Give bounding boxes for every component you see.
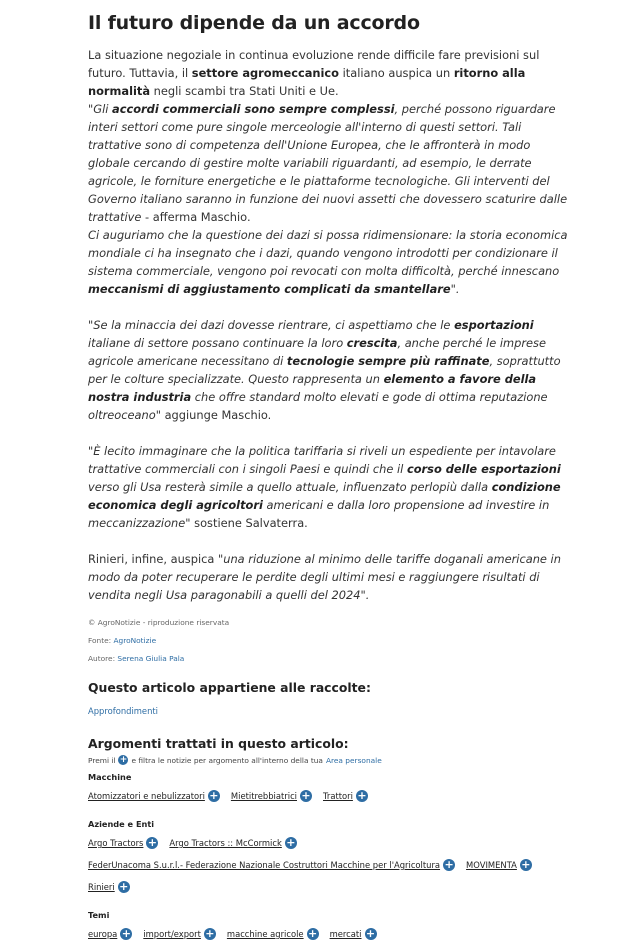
emphasis-text: accordi commerciali sono sempre complessi — [112, 102, 395, 116]
topic-tag[interactable] — [323, 790, 368, 802]
topic-tag-label[interactable]: europa — [88, 929, 118, 939]
text-run: , perché possono riguardare interi settori come pure singole merceologie all'interno di questi settori. Tali trattative sono di competenza dell'Unione Europea, che le affronterà in modo globale cercando di gestire molte variabili riguardanti, ad esempio, le derrate agricole, le forniture energetiche e le piattaforme tecnologiche. Gli interventi del Governo italiano saranno in funzione dei nuovi assetti che dovessero scaturire dalle trattative — [88, 102, 568, 224]
add-topic-plus-icon[interactable]: + — [365, 927, 376, 940]
emphasis-text: esportazioni — [454, 318, 534, 332]
topic-tag-label[interactable]: MOVIMENTA — [466, 860, 517, 870]
topic-group — [88, 910, 572, 950]
add-topic-plus-icon[interactable]: + — [205, 927, 215, 940]
emphasis-text: settore agromeccanico — [191, 66, 339, 80]
tag-list — [88, 928, 572, 950]
text-run: La situazione negoziale in continua evoluzione rende difficile fare previsioni sul futuro. Tuttavia, il — [88, 48, 540, 80]
source-link[interactable]: AgroNotizie — [113, 636, 157, 645]
topic-tag-label[interactable]: import/export — [143, 929, 201, 939]
text-run: americani e dalla loro propensione ad investire in meccanizzazione" — [88, 498, 550, 530]
text-run: ". — [450, 282, 460, 296]
add-topic-plus-icon[interactable]: + — [147, 836, 158, 849]
text-run: italiane di settore possano continuare la loro — [88, 336, 347, 350]
emphasis-text: meccanismi di aggiustamento complicati da smantellare — [88, 282, 451, 296]
topic-tag-label[interactable]: Rinieri — [88, 882, 115, 892]
topic-tag[interactable] — [88, 881, 130, 893]
text-run: , soprattutto per le colture specializzate. Questo rappresenta un — [88, 354, 561, 386]
topics-heading: Argomenti trattati in questo articolo: — [88, 736, 349, 751]
text-run: - afferma Maschio. — [141, 210, 251, 224]
topic-tag-label[interactable]: Argo Tractors — [88, 838, 144, 848]
topic-tag-label[interactable]: FederUnacoma S.u.r.l.- Federazione Nazionale Costruttori Macchine per l'Agricoltura — [88, 860, 441, 870]
emphasis-text: elemento a favore della nostra industria — [88, 372, 537, 404]
topic-tag[interactable] — [466, 859, 532, 871]
article-title: Il futuro dipende da un accordo — [88, 12, 420, 34]
text-run: negli scambi tra Stati Uniti e Ue. — [150, 84, 339, 98]
topic-tag-label[interactable]: Argo Tractors :: McCormick — [169, 838, 282, 848]
author-link[interactable]: Serena Giulia Pala — [117, 654, 185, 663]
add-topic-plus-icon[interactable]: + — [307, 927, 318, 940]
article-meta — [88, 618, 572, 663]
text-run: che offre standard molto elevati e gode di ottima reputazione oltreoceano" — [88, 390, 548, 422]
personal-area-link[interactable]: Area personale — [325, 755, 382, 765]
add-topic-plus-icon[interactable]: + — [209, 789, 219, 802]
paragraph-3 — [88, 226, 572, 298]
topic-tag-label[interactable]: Atomizzatori e nebulizzatori — [88, 791, 205, 801]
add-topic-plus-icon[interactable]: + — [121, 927, 131, 940]
topic-tag[interactable] — [169, 837, 296, 849]
text-run: "Se la minaccia dei dazi dovesse rientrare, ci aspettiamo che le — [88, 318, 455, 332]
tag-list — [88, 837, 572, 903]
topic-group-title: Aziende e Enti — [88, 819, 155, 829]
text-run: verso gli Usa resterà simile a quello attuale, influenzato perlopiù dalla — [88, 480, 492, 494]
text-run: Ci auguriamo che la questione dei dazi si possa ridimensionare: la storia economica mondiale ci ha insegnato che i dazi, quando vengono introdotti per condizionare il sistema commerciale, vengono poi revocati con molta difficoltà, perché innescano — [88, 228, 568, 278]
text-run: italiano auspica un — [339, 66, 454, 80]
add-topic-plus-icon[interactable]: + — [521, 858, 531, 871]
topic-group-title: Macchine — [88, 772, 132, 782]
tag-list — [88, 790, 572, 812]
plus-icon: + — [119, 755, 128, 765]
topic-tag-label[interactable]: Trattori — [323, 791, 353, 801]
text-run: "Gli — [88, 102, 113, 116]
collections-heading: Questo articolo appartiene alle raccolte: — [88, 680, 371, 695]
paragraph-5 — [88, 442, 572, 532]
paragraph-6 — [88, 550, 572, 604]
topic-tag[interactable] — [88, 859, 455, 871]
text-run: sostiene Salvaterra. — [190, 516, 308, 530]
add-topic-plus-icon[interactable]: + — [286, 836, 296, 849]
add-topic-plus-icon[interactable]: + — [357, 789, 367, 802]
paragraph-4 — [88, 316, 572, 424]
topic-groups — [88, 772, 572, 950]
topic-tag[interactable] — [88, 790, 220, 802]
add-topic-plus-icon[interactable]: + — [444, 858, 454, 871]
emphasis-text: tecnologie sempre più raffinate — [286, 354, 490, 368]
topic-tag-label[interactable]: mercati — [329, 929, 362, 939]
topic-group — [88, 772, 572, 812]
paragraph-2 — [88, 100, 572, 226]
topic-group-title: Temi — [88, 910, 110, 920]
collection-link-approfondimenti[interactable]: Approfondimenti — [88, 706, 158, 716]
topic-group — [88, 819, 572, 903]
text-run: , anche perché le imprese agricole americane necessitano di — [88, 336, 546, 368]
emphasis-text: ritorno alla normalità — [88, 66, 526, 98]
add-topic-plus-icon[interactable]: + — [301, 789, 311, 802]
emphasis-text: condizione economica degli agricoltori — [88, 480, 561, 512]
emphasis-text: crescita — [346, 336, 398, 350]
source-line: Fonte: AgroNotizie — [88, 636, 157, 645]
text-run: Rinieri, infine, auspica — [88, 552, 218, 566]
topic-tag[interactable] — [231, 790, 312, 802]
copyright-notice: © AgroNotizie - riproduzione riservata — [88, 618, 230, 627]
article-body — [88, 46, 572, 604]
text-run: "una riduzione al minimo delle tariffe doganali americane in modo da poter recuperare le perdite degli ultimi mesi e raggiungere risultati di vendita negli Usa paragonabili a quelli del 2024". — [88, 552, 561, 602]
add-topic-plus-icon[interactable]: + — [119, 880, 129, 893]
text-run: "È lecito immaginare che la politica tariffaria si riveli un espediente per intavolare trattative commerciali con i singoli Paesi e quindi che il — [88, 444, 556, 476]
emphasis-text: corso delle esportazioni — [406, 462, 561, 476]
author-line: Autore: Serena Giulia Pala — [88, 654, 185, 663]
topic-tag-label[interactable]: Mietitrebbiatrici — [230, 791, 297, 801]
topic-tag-label[interactable]: macchine agricole — [226, 929, 304, 939]
topics-hint: Premi il + e filtra le notizie per argomento all'interno della tua Area personale — [88, 755, 382, 765]
topic-tag[interactable] — [88, 837, 158, 849]
paragraph-1 — [88, 46, 572, 100]
text-run: aggiunge Maschio. — [160, 408, 272, 422]
